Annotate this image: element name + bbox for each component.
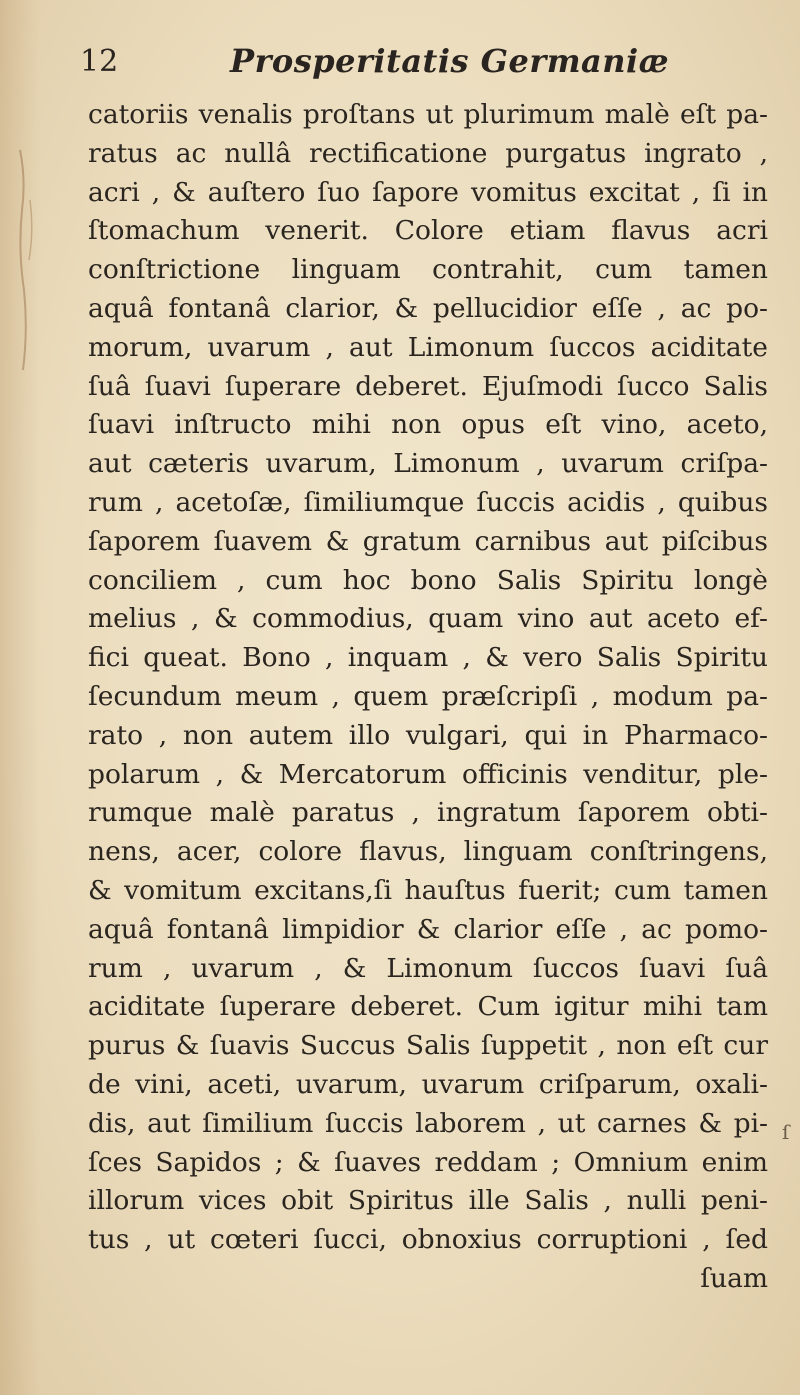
text-line: de vini, aceti, uvarum, uvarum criſparum, oxali-: [88, 1068, 768, 1100]
text-line: ratus ac nullâ rectificatione purgatus ingrato ,: [88, 137, 768, 169]
text-line: ſces Sapidos ; & ſuaves reddam ; Omnium enim: [88, 1146, 768, 1178]
margin-stain-mark: [14, 140, 40, 380]
text-line: morum, uvarum , aut Limonum ſuccos aciditate: [88, 331, 768, 363]
page-number: 12: [80, 44, 119, 79]
text-line: ſuavi inſtructo mihi non opus eſt vino, aceto,: [88, 409, 768, 441]
text-line: rum , acetoſæ, ſimiliumque ſuccis acidis , quibus: [88, 486, 768, 518]
text-line: nens, acer, colore flavus, linguam conſtringens,: [88, 836, 768, 868]
text-line: dis, aut ſimilium ſuccis laborem , ut carnes & pi-: [88, 1107, 768, 1139]
text-line: ſaporem ſuavem & gratum carnibus aut piſcibus: [88, 525, 768, 557]
text-line: polarum , & Mercatorum officinis venditur, ple-: [88, 758, 768, 790]
text-line: aut cæteris uvarum, Limonum , uvarum criſpa-: [88, 448, 768, 480]
page-header: [80, 40, 700, 90]
text-line: & vomitum excitans,ſi hauſtus fuerit; cum tamen: [88, 874, 768, 906]
text-line: aquâ fontanâ limpidior & clarior eſſe , ac pomo-: [88, 913, 768, 945]
text-line: ſecundum meum , quem præſcripſi , modum pa-: [88, 680, 768, 712]
text-line: rumque malè paratus , ingratum ſaporem obti-: [88, 797, 768, 829]
text-line: illorum vices obit Spiritus ille Salis , nulli peni-: [88, 1185, 768, 1217]
text-line: tus , ut cœteri ſucci, obnoxius corruptioni , ſed: [88, 1224, 768, 1256]
text-line: aciditate ſuperare deberet. Cum igitur mihi tam: [88, 991, 768, 1023]
text-line: rato , non autem illo vulgari, qui in Pharmaco-: [88, 719, 768, 751]
text-line: ſtomachum venerit. Colore etiam flavus acri: [88, 215, 768, 247]
running-head: Prosperitatis Germaniæ: [230, 42, 670, 80]
text-line: ſuam: [700, 1262, 768, 1294]
text-line: aquâ fontanâ clarior, & pellucidior eſſe , ac po-: [88, 292, 768, 324]
text-line: ſuâ ſuavi ſuperare deberet. Ejuſmodi ſucco Salis: [88, 370, 768, 402]
margin-tick-mark: ſ: [782, 1120, 790, 1144]
text-line: fici queat. Bono , inquam , & vero Salis Spiritu: [88, 642, 768, 674]
body-text: [88, 96, 768, 1299]
text-line: catoriis venalis proſtans ut plurimum malè eſt pa-: [88, 99, 768, 130]
text-line: melius , & commodius, quam vino aut aceto ef-: [88, 603, 768, 635]
text-line: conciliem , cum hoc bono Salis Spiritu longè: [88, 564, 768, 596]
text-line: conſtrictione linguam contrahit, cum tamen: [88, 254, 768, 286]
text-line: acri , & auſtero ſuo ſapore vomitus excitat , ſi in: [88, 176, 768, 208]
text-line: purus & ſuavis Succus Salis ſuppetit , non eſt cur: [88, 1030, 768, 1062]
text-line: rum , uvarum , & Limonum ſuccos ſuavi ſuâ: [88, 952, 768, 984]
